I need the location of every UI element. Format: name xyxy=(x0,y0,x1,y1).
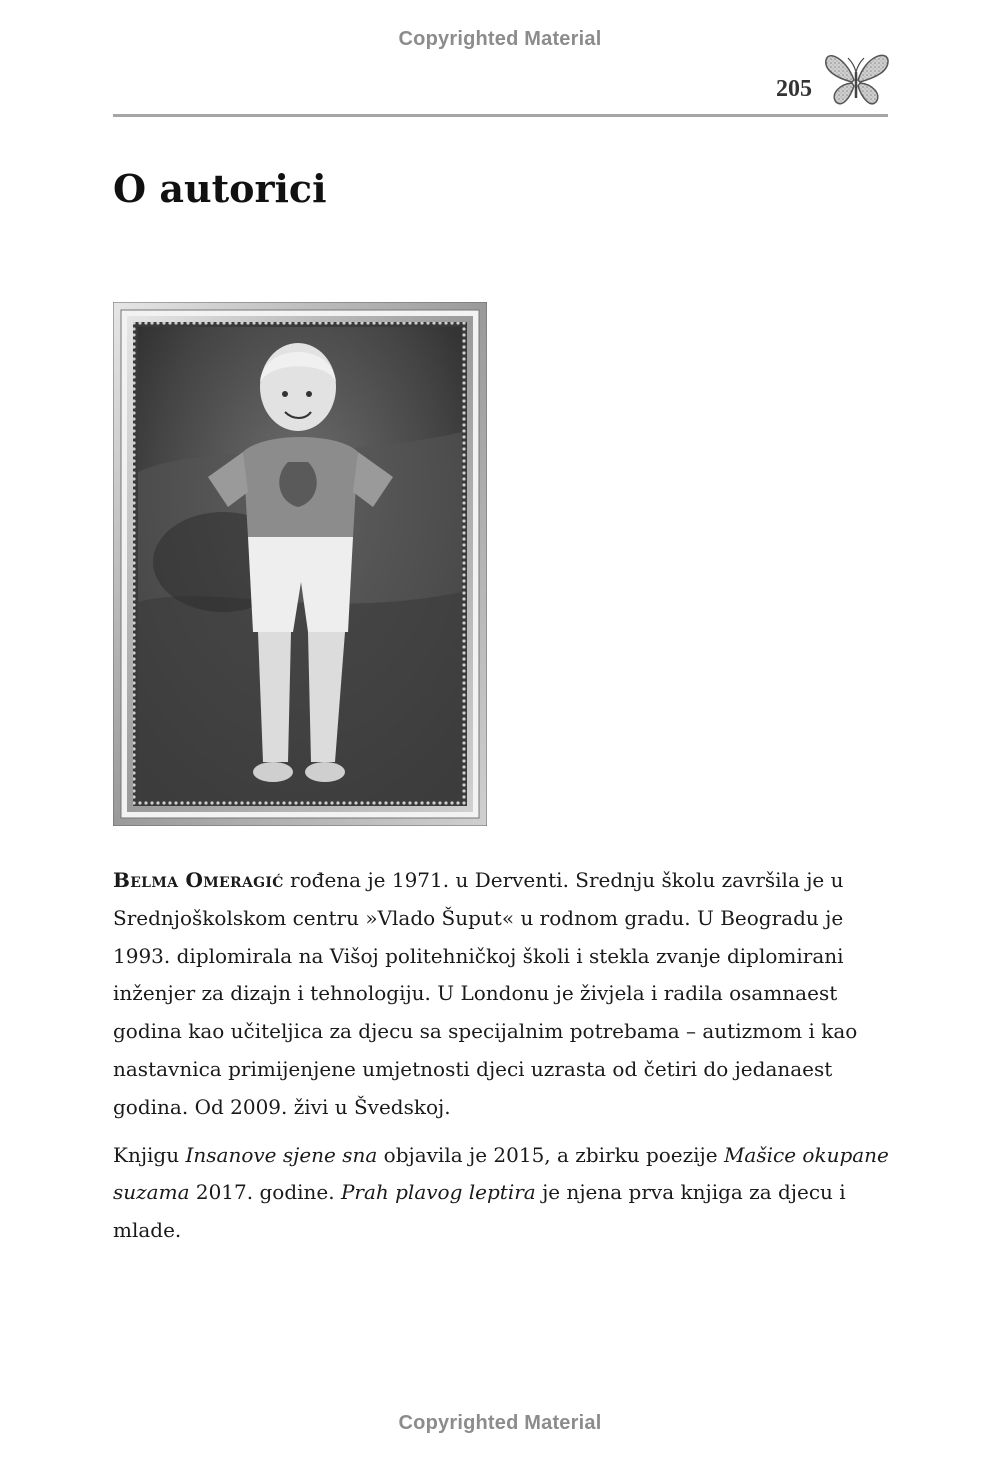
bio-text-segment: je njena prva knjiga za djecu i mlade. xyxy=(113,1180,846,1243)
butterfly-icon xyxy=(822,50,890,108)
author-bio xyxy=(113,862,889,1260)
bio-paragraph-1 xyxy=(113,862,889,1127)
author-name: Belma Omeragić xyxy=(113,868,284,892)
childhood-photo-in-frame-icon xyxy=(113,302,487,826)
watermark-bottom: Copyrighted Material xyxy=(398,1412,602,1434)
bio-text-segment: Knjigu xyxy=(113,1142,186,1167)
header-rule xyxy=(113,114,888,117)
bio-paragraph-2 xyxy=(113,1137,889,1250)
book-title: Insanove sjene sna xyxy=(185,1142,378,1167)
book-title: Prah plavog leptira xyxy=(340,1180,536,1205)
page-number: 205 xyxy=(776,76,812,102)
bio-paragraph-1-text: rođena je 1971. u Derventi. Srednju školu završila je u Srednjoškolskom centru »Vlado Šuput« u rodnom gradu. U Beogradu je 1993. diplomirala na Višoj politehničkoj školi i stekla zvanje diplomirani inženjer za dizajn i tehnologiju. U Londonu je živjela i radila osamnaest godina kao učiteljica za djecu sa specijalnim potrebama – autizmom i kao nastavnica primijenjene umjetnosti djeci uzrasta od četiri do jedanaest godina. Od 2009. živi u Švedskoj. xyxy=(113,868,858,1119)
bio-text-segment: 2017. godine. xyxy=(189,1180,341,1205)
bio-text-segment: objavila je 2015, a zbirku poezije xyxy=(377,1142,724,1167)
watermark-top: Copyrighted Material xyxy=(398,28,602,50)
book-title: Mašice okupane suzama xyxy=(113,1142,889,1205)
page-title: O autorici xyxy=(113,166,327,211)
